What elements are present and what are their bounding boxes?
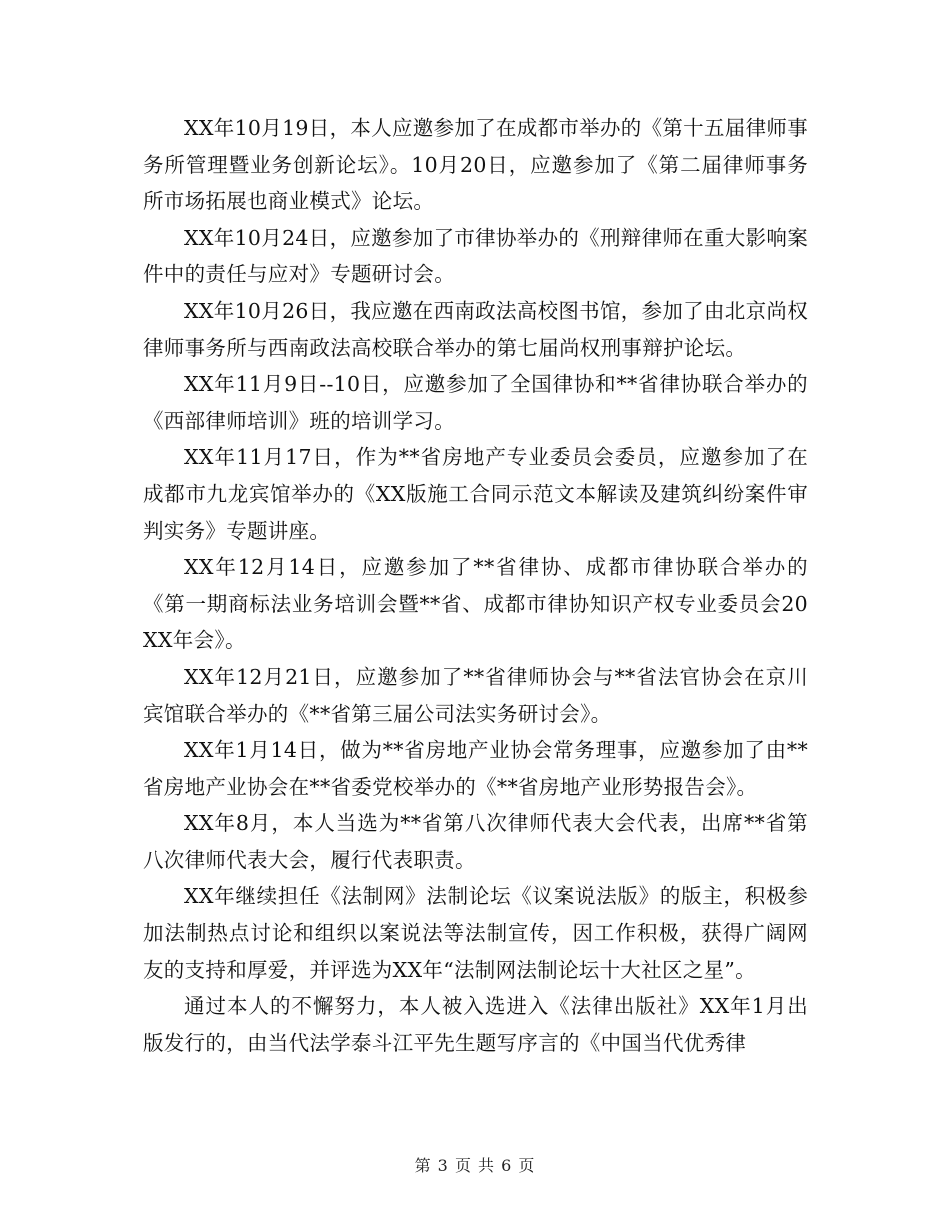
paragraph-6: XX年12月14日，应邀参加了**省律协、成都市律协联合举办的《第一期商标法业务培训会暨**省、成都市律协知识产权专业委员会20XX年会》。 bbox=[143, 555, 808, 653]
paragraph-2: XX年10月24日，应邀参加了市律协举办的《刑辩律师在重大影响案件中的责任与应对》专题研讨会。 bbox=[143, 225, 808, 287]
paragraph-4: XX年11月9日--10日，应邀参加了全国律协和**省律协联合举办的《西部律师培训》班的培训学习。 bbox=[143, 372, 808, 433]
paragraph-11: 通过本人的不懈努力，本人被入选进入《法律出版社》XX年1月出版发行的，由当代法学泰斗江平先生题写序言的《中国当代优秀律 bbox=[143, 994, 808, 1055]
paragraph-7: XX年12月21日，应邀参加了**省律师协会与**省法官协会在京川宾馆联合举办的《**省第三届公司法实务研讨会》。 bbox=[143, 664, 808, 726]
document-body bbox=[143, 110, 808, 1061]
paragraph-8: XX年1月14日，做为**省房地产业协会常务理事，应邀参加了由**省房地产业协会在**省委党校举办的《**省房地产业形势报告会》。 bbox=[143, 738, 808, 799]
paragraph-5: XX年11月17日，作为**省房地产专业委员会委员，应邀参加了在成都市九龙宾馆举办的《XX版施工合同示范文本解读及建筑纠纷案件审判实务》专题讲座。 bbox=[143, 445, 808, 543]
paragraph-10: XX年继续担任《法制网》法制论坛《议案说法版》的版主，积极参加法制热点讨论和组织以案说法等法制宣传，因工作积极，获得广阔网友的支持和厚爱，并评选为XX年“法制网法制论坛十大社区之星”。 bbox=[143, 884, 808, 982]
paragraph-9: XX年8月，本人当选为**省第八次律师代表大会代表，出席**省第八次律师代表大会，履行代表职责。 bbox=[143, 811, 808, 872]
paragraph-3: XX年10月26日，我应邀在西南政法高校图书馆，参加了由北京尚权律师事务所与西南政法高校联合举办的第七届尚权刑事辩护论坛。 bbox=[143, 298, 808, 360]
page-number-footer: 第 3 页 共 6 页 bbox=[414, 1156, 536, 1175]
paragraph-1: XX年10月19日，本人应邀参加了在成都市举办的《第十五届律师事务所管理暨业务创新论坛》。10月20日，应邀参加了《第二届律师事务所市场拓展也商业模式》论坛。 bbox=[143, 116, 808, 214]
